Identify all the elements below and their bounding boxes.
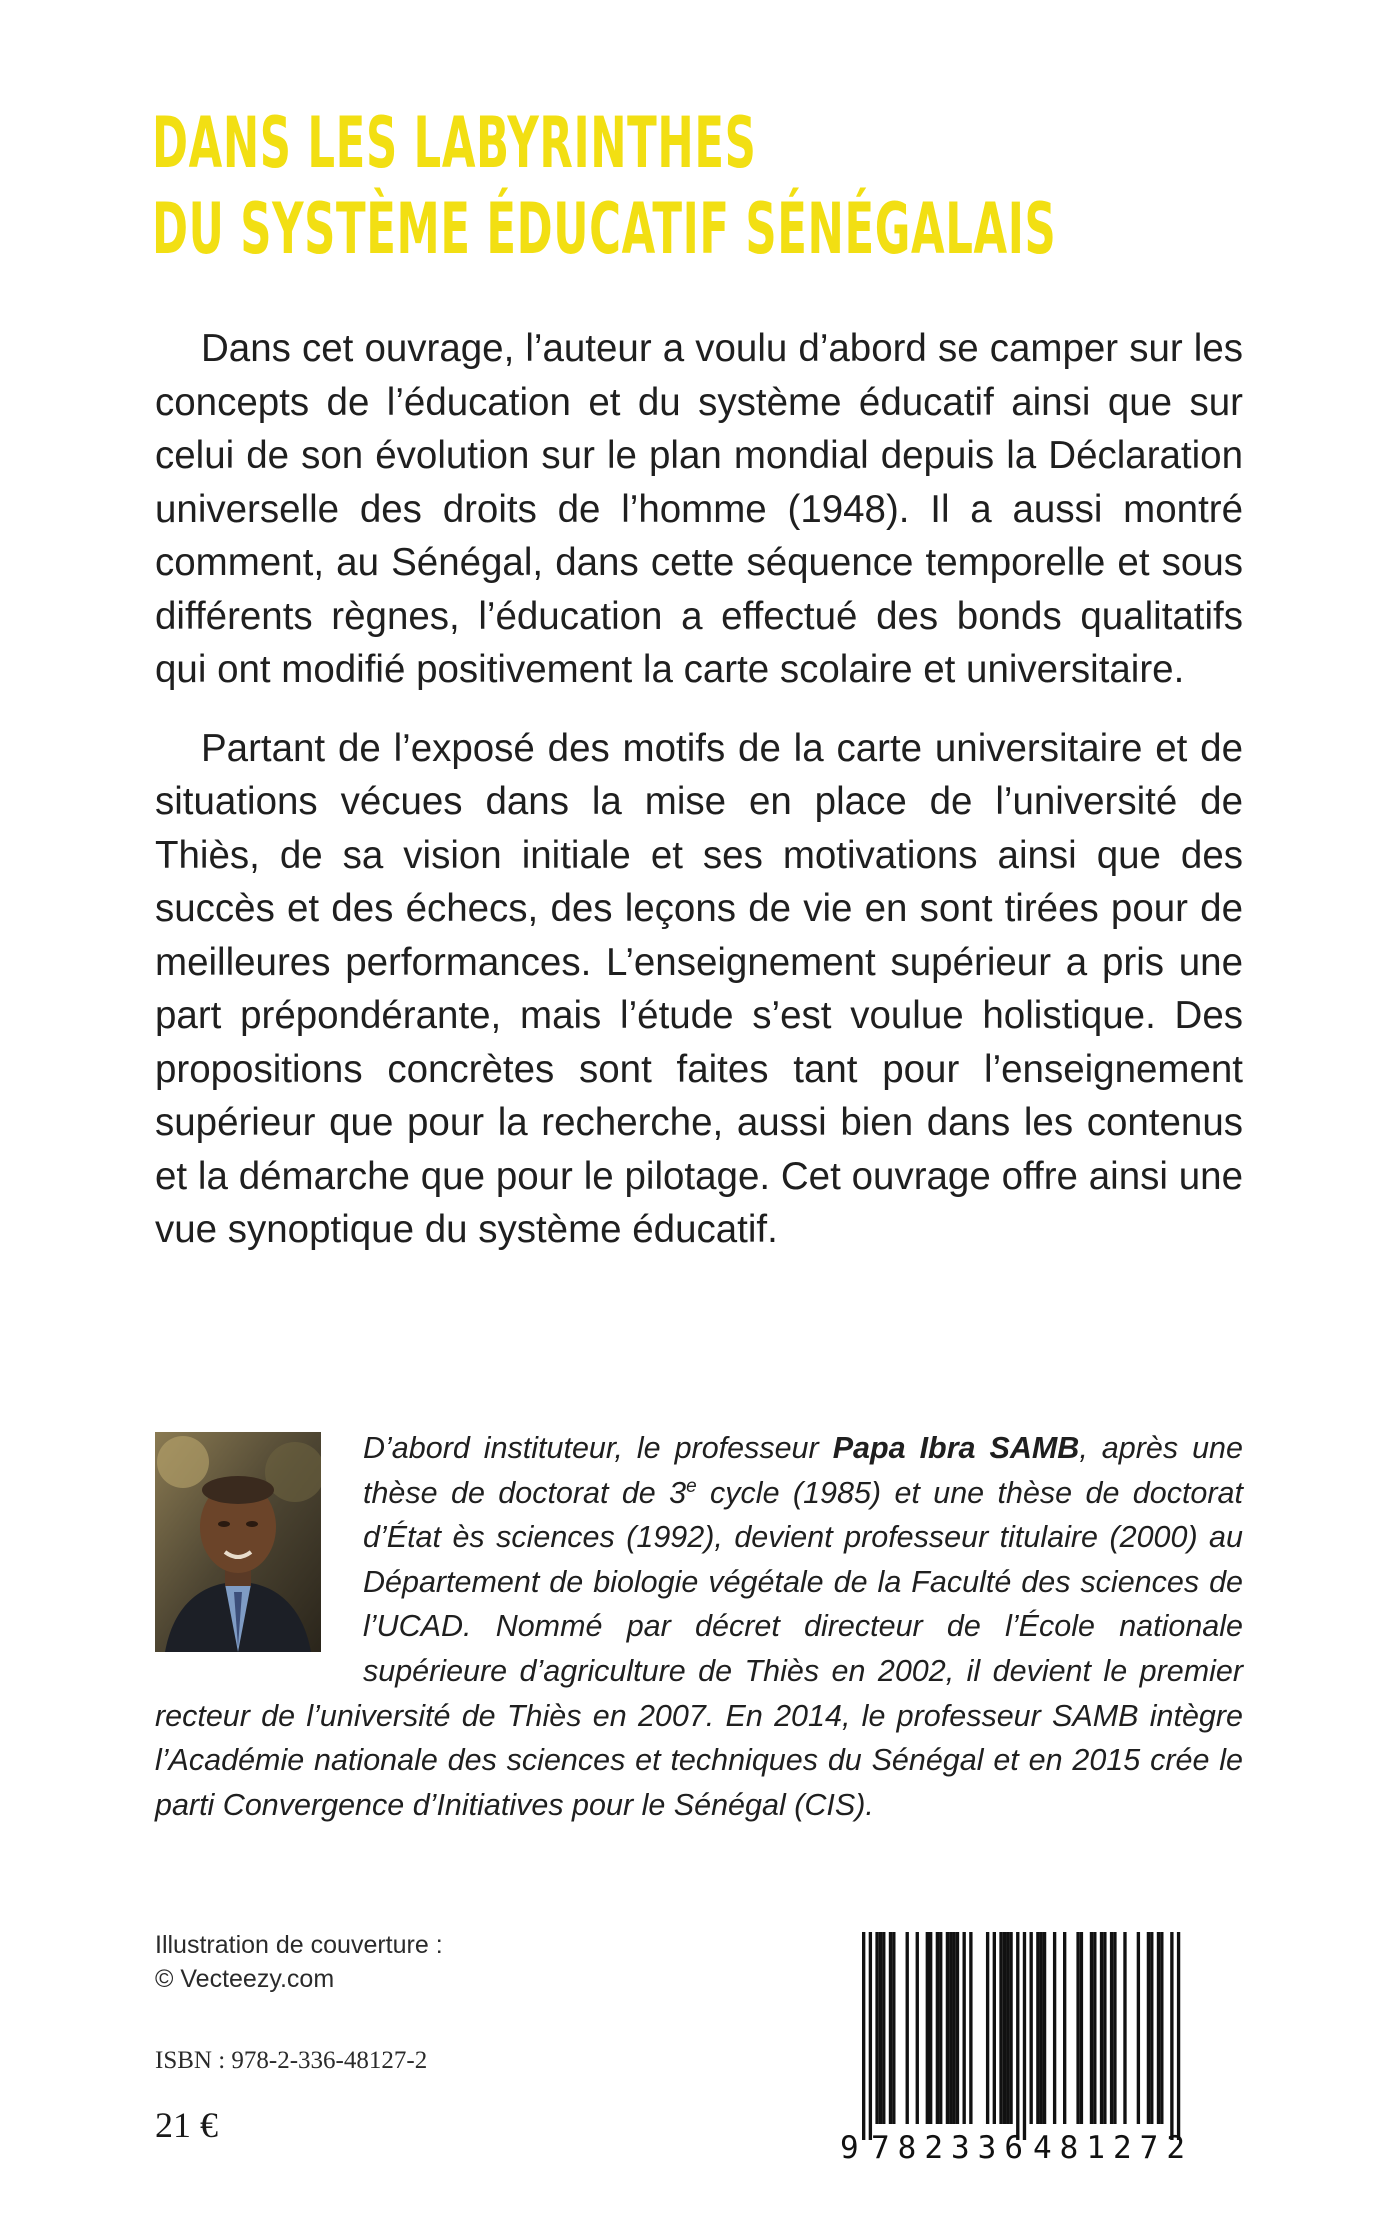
barcode-bar — [906, 1932, 909, 2124]
credit-line-2: © Vecteezy.com — [155, 1965, 335, 1993]
barcode-bar — [956, 1932, 959, 2124]
barcode-bar — [1113, 1932, 1116, 2124]
barcode-bar — [1023, 1932, 1026, 2140]
barcode-bar — [952, 1932, 955, 2124]
credit-line-1: Illustration de couverture : — [155, 1931, 443, 1959]
barcode-bar — [1030, 1932, 1033, 2124]
barcode-bar — [1157, 1932, 1160, 2124]
barcode-bar — [1150, 1932, 1153, 2124]
barcode-bar — [1006, 1932, 1009, 2124]
bio-text-part-2: , après une thèse de doctorat de 3 — [363, 1431, 1243, 1510]
summary-paragraph-2: Partant de l’exposé des motifs de la carte universitaire et de situations vécues dans la mise en place de l’université de Thiès, de sa vision initiale et ses motivations ainsi que des succès et des échecs, des leçons de vie en sont tirées pour de meilleures performances. L’enseignement supérieur a pris une part prépondérante, mais l’étude s’est voulue holistique. Des propositions concrètes sont faites tant pour l’enseignement supérieur que pour la recherche, aussi bien dans les contenus et la démarche que pour le pilotage. Cet ouvrage offre ainsi une vue synoptique du système éducatif. — [155, 726, 1243, 1251]
barcode-bar — [1093, 1932, 1096, 2124]
barcode-bar — [1080, 1932, 1083, 2124]
bio-superscript: e — [686, 1475, 697, 1497]
book-title-line-1: DANS LES LABYRINTHES — [152, 102, 757, 184]
barcode-bar — [1110, 1932, 1113, 2124]
barcode-bar — [862, 1932, 865, 2140]
barcode-bar — [926, 1932, 929, 2124]
barcode-bar — [949, 1932, 952, 2124]
book-summary — [155, 322, 1243, 1282]
barcode-bar — [869, 1932, 872, 2140]
barcode-bars — [862, 1932, 1180, 2140]
barcode-bar — [1103, 1932, 1106, 2124]
barcode-bar — [946, 1932, 949, 2124]
barcode-bar — [1009, 1932, 1012, 2124]
summary-paragraph-1: Dans cet ouvrage, l’auteur a voulu d’abord se camper sur les concepts de l’éducation et du système éducatif ainsi que sur celui de son évolution sur le plan mondial depuis la Déclaration universelle des droits de l’homme (1948). Il a aussi montré comment, au Sénégal, dans cette séquence temporelle et sous différents règnes, l’éducation a effectué des bonds qualitatifs qui ont modifié positivement la carte scolaire et universitaire. — [155, 327, 1243, 691]
barcode-bar — [1053, 1932, 1056, 2124]
barcode-bar — [879, 1932, 882, 2124]
isbn: ISBN : 978-2-336-48127-2 — [155, 2047, 428, 2074]
barcode-bar — [929, 1932, 932, 2124]
barcode-bar — [1036, 1932, 1039, 2124]
author-name: Papa Ibra SAMB — [832, 1431, 1080, 1465]
book-title — [152, 100, 1057, 272]
barcode-bar — [1170, 1932, 1173, 2140]
barcode-bar — [889, 1932, 892, 2124]
barcode-bar — [1123, 1932, 1126, 2124]
barcode-bar — [1147, 1932, 1150, 2124]
barcode-bar — [1063, 1932, 1066, 2124]
author-biography — [155, 1426, 1243, 1827]
book-title-line-2: DU SYSTÈME ÉDUCATIF SÉNÉGALAIS — [152, 188, 1057, 270]
barcode-bar — [1160, 1932, 1163, 2124]
barcode-bar — [969, 1932, 972, 2124]
barcode-bar — [1090, 1932, 1093, 2124]
barcode — [832, 1920, 1212, 2168]
barcode-bar — [1177, 1932, 1180, 2140]
barcode-bar — [875, 1932, 878, 2124]
barcode-bar — [916, 1932, 919, 2124]
barcode-first-digit: 9 — [840, 2130, 859, 2166]
barcode-bar — [936, 1932, 939, 2124]
cover-illustration-credit — [155, 1928, 443, 1996]
barcode-graphic — [832, 1920, 1212, 2168]
barcode-bar — [892, 1932, 895, 2124]
barcode-bar — [1043, 1932, 1046, 2124]
price: 21 € — [155, 2105, 218, 2145]
barcode-digits-right: 481272 — [1033, 2130, 1185, 2166]
barcode-bar — [1003, 1932, 1006, 2124]
barcode-bar — [1016, 1932, 1019, 2140]
barcode-bar — [1137, 1932, 1140, 2124]
barcode-bar — [1076, 1932, 1079, 2124]
barcode-bar — [999, 1932, 1002, 2124]
barcode-bar — [993, 1932, 996, 2124]
barcode-bar — [1100, 1932, 1103, 2124]
bio-text-part-3: cycle (1985) et une thèse de doctorat d’État ès sciences (1992), devient professeur titulaire (2000) au Département de biologie végétale de la Faculté des sciences de l’UCAD. Nommé par décret directeur de l’École nationale supérieure d’agriculture de Thiès en 2002, il devient le premier recteur de l’université de Thiès en 2007. En 2014, le professeur SAMB intègre l’Académie nationale des sciences et techniques du Sénégal et en 2015 crée le parti Convergence d’Initiatives pour le Sénégal (CIS). — [155, 1475, 1243, 1822]
barcode-bar — [882, 1932, 885, 2124]
barcode-bar — [986, 1932, 989, 2124]
barcode-bar — [1040, 1932, 1043, 2124]
barcode-digits-left: 782336 — [871, 2130, 1023, 2166]
barcode-bar — [939, 1932, 942, 2124]
barcode-bar — [963, 1932, 966, 2124]
bio-text-part-1: D’abord instituteur, le professeur — [363, 1431, 833, 1465]
